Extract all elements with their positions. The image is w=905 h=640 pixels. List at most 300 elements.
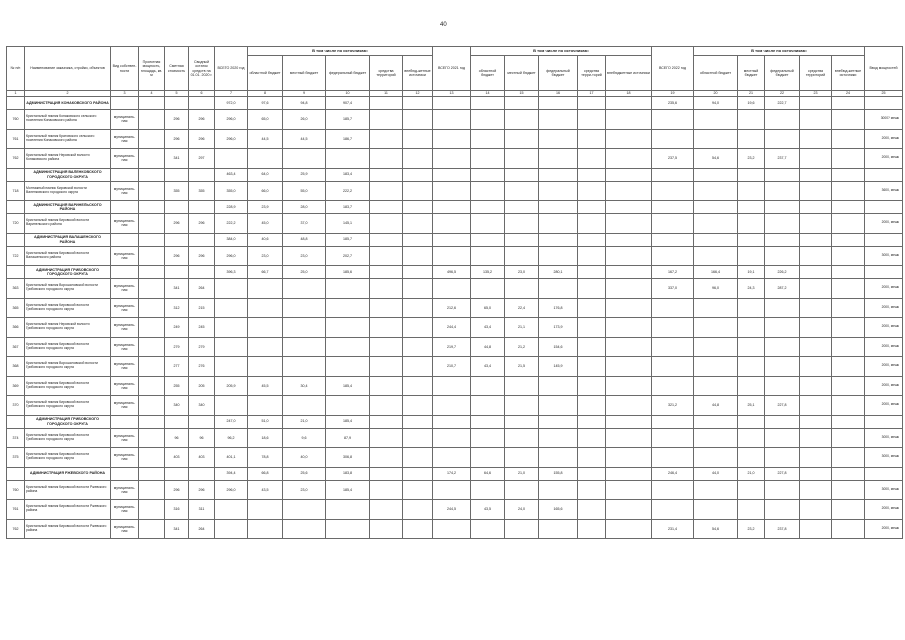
estimate-cell: 296	[165, 246, 189, 266]
amount-cell	[403, 279, 433, 299]
amount-cell	[248, 357, 283, 377]
capacity-cell	[139, 337, 165, 357]
header-local-2022: местный бюджет	[738, 56, 765, 91]
amount-cell	[738, 129, 765, 149]
amount-cell	[800, 467, 832, 480]
amount-cell	[505, 415, 539, 428]
amount-cell: 25,0	[283, 266, 326, 279]
header-group-2022: В том числе по источникам:	[694, 47, 865, 56]
amount-cell	[832, 201, 865, 214]
amount-cell: 43,5	[471, 500, 505, 520]
table-row	[7, 279, 903, 299]
amount-cell	[578, 214, 606, 234]
amount-cell	[403, 214, 433, 234]
amount-cell	[370, 246, 403, 266]
balance-cell: 296	[189, 214, 215, 234]
amount-cell	[539, 168, 578, 181]
amount-cell: 44,0	[694, 467, 738, 480]
row-number-cell: 374	[7, 428, 25, 448]
amount-cell: 185,7	[326, 110, 370, 130]
amount-cell	[578, 467, 606, 480]
object-name-cell: Кристальный пикник Неровской волости Грибовского городского округа	[25, 318, 111, 338]
column-number-cell: 6	[189, 91, 215, 97]
amount-cell: 45,0	[248, 214, 283, 234]
amount-cell: 66,0	[248, 181, 283, 201]
estimate-cell	[165, 415, 189, 428]
amount-cell	[832, 214, 865, 234]
amount-cell	[403, 480, 433, 500]
amount-cell	[370, 181, 403, 201]
estimate-cell: 296	[165, 480, 189, 500]
amount-cell	[283, 337, 326, 357]
table-row	[7, 129, 903, 149]
capacity-input-cell: 3600, мешк	[865, 181, 903, 201]
column-number-cell: 14	[471, 91, 505, 97]
amount-cell: 23,2	[738, 519, 765, 539]
header-regional-2020: областной бюджет	[248, 56, 283, 91]
amount-cell: 145,9	[539, 357, 578, 377]
balance-cell: 296	[189, 246, 215, 266]
amount-cell	[578, 519, 606, 539]
amount-cell	[800, 233, 832, 246]
amount-cell	[471, 149, 505, 169]
amount-cell	[370, 97, 403, 110]
ownership-cell: муниципаль-ная	[111, 149, 139, 169]
amount-cell	[832, 279, 865, 299]
amount-cell	[765, 448, 800, 468]
amount-cell	[832, 318, 865, 338]
amount-cell	[800, 298, 832, 318]
column-number-cell: 2	[25, 91, 111, 97]
amount-cell	[403, 519, 433, 539]
amount-cell	[606, 266, 652, 279]
amount-cell: 202,7	[326, 246, 370, 266]
amount-cell	[433, 129, 471, 149]
row-number-cell: 375	[7, 448, 25, 468]
amount-cell	[832, 266, 865, 279]
amount-cell: 96,0	[694, 279, 738, 299]
header-total-2020: ВСЕГО 2020 год	[215, 47, 248, 91]
amount-cell	[326, 318, 370, 338]
capacity-input-cell	[865, 415, 903, 428]
ownership-cell	[111, 266, 139, 279]
amount-cell	[652, 201, 694, 214]
amount-cell	[652, 415, 694, 428]
amount-cell: 44,8	[694, 396, 738, 416]
capacity-cell	[139, 500, 165, 520]
amount-cell	[652, 376, 694, 396]
amount-cell	[505, 181, 539, 201]
object-name-cell: АДМИНИСТРАЦИЯ КОНАКОВСКОГО РАЙОНА	[25, 97, 111, 110]
column-number-cell: 1	[7, 91, 25, 97]
capacity-cell	[139, 376, 165, 396]
amount-cell	[370, 519, 403, 539]
amount-cell: 296,0	[215, 110, 248, 130]
amount-cell	[765, 337, 800, 357]
estimate-cell	[165, 266, 189, 279]
amount-cell	[539, 415, 578, 428]
amount-cell: 54,6	[694, 149, 738, 169]
amount-cell	[403, 168, 433, 181]
amount-cell	[215, 149, 248, 169]
amount-cell	[326, 500, 370, 520]
header-group-2020: В том числе по источникам:	[248, 47, 433, 56]
capacity-cell	[139, 415, 165, 428]
amount-cell	[832, 415, 865, 428]
amount-cell: 64,6	[471, 467, 505, 480]
amount-cell	[215, 318, 248, 338]
amount-cell	[800, 357, 832, 377]
balance-cell: 340	[189, 396, 215, 416]
amount-cell	[505, 97, 539, 110]
amount-cell	[505, 279, 539, 299]
amount-cell	[370, 396, 403, 416]
capacity-cell	[139, 279, 165, 299]
amount-cell	[471, 233, 505, 246]
capacity-cell	[139, 318, 165, 338]
amount-cell: 185,7	[326, 233, 370, 246]
amount-cell	[403, 448, 433, 468]
amount-cell	[738, 110, 765, 130]
amount-cell	[433, 480, 471, 500]
estimate-cell: 340	[165, 396, 189, 416]
amount-cell	[652, 214, 694, 234]
amount-cell	[215, 500, 248, 520]
amount-cell	[832, 448, 865, 468]
amount-cell	[800, 337, 832, 357]
amount-cell	[326, 279, 370, 299]
amount-cell	[694, 448, 738, 468]
column-number-cell: 16	[539, 91, 578, 97]
amount-cell: 222,7	[765, 97, 800, 110]
capacity-input-cell	[865, 233, 903, 246]
amount-cell	[539, 519, 578, 539]
row-number-cell: 722	[7, 246, 25, 266]
row-number-cell: 363	[7, 279, 25, 299]
amount-cell: 280,1	[539, 266, 578, 279]
capacity-input-cell: 3000, мешк	[865, 428, 903, 448]
column-number-cell: 12	[403, 91, 433, 97]
column-number-cell: 9	[283, 91, 326, 97]
amount-cell	[370, 376, 403, 396]
amount-cell	[578, 129, 606, 149]
admin-row	[7, 201, 903, 214]
balance-cell: 296	[189, 129, 215, 149]
column-number-cell: 21	[738, 91, 765, 97]
amount-cell	[800, 428, 832, 448]
amount-cell	[652, 233, 694, 246]
capacity-cell	[139, 149, 165, 169]
amount-cell	[606, 246, 652, 266]
amount-cell: 154,6	[539, 337, 578, 357]
amount-cell	[832, 500, 865, 520]
amount-cell	[800, 97, 832, 110]
amount-cell: 54,6	[694, 519, 738, 539]
table-row	[7, 357, 903, 377]
amount-cell	[215, 396, 248, 416]
amount-cell	[433, 396, 471, 416]
amount-cell: 227,8	[765, 396, 800, 416]
amount-cell	[370, 500, 403, 520]
amount-cell: 23,0	[248, 246, 283, 266]
amount-cell	[471, 110, 505, 130]
amount-cell	[283, 500, 326, 520]
balance-cell: 311	[189, 500, 215, 520]
admin-row	[7, 97, 903, 110]
ownership-cell	[111, 467, 139, 480]
amount-cell	[539, 129, 578, 149]
row-number-cell	[7, 97, 25, 110]
header-group-2021: В том числе по источникам:	[471, 47, 652, 56]
amount-cell	[248, 519, 283, 539]
table-row	[7, 181, 903, 201]
ownership-cell	[111, 168, 139, 181]
amount-cell	[578, 500, 606, 520]
amount-cell	[433, 519, 471, 539]
amount-cell: 228,9	[215, 201, 248, 214]
amount-cell	[694, 318, 738, 338]
amount-cell	[403, 357, 433, 377]
amount-cell: 165,6	[539, 500, 578, 520]
amount-cell: 96,2	[215, 428, 248, 448]
ownership-cell	[111, 415, 139, 428]
column-number-cell: 24	[832, 91, 865, 97]
amount-cell	[800, 448, 832, 468]
table-row	[7, 337, 903, 357]
amount-cell	[505, 201, 539, 214]
amount-cell	[606, 448, 652, 468]
balance-cell	[189, 415, 215, 428]
amount-cell	[606, 357, 652, 377]
balance-cell: 205	[189, 376, 215, 396]
object-name-cell: Кристальный пикник Кратовского сельского поселения Конаковского района	[25, 129, 111, 149]
amount-cell	[738, 500, 765, 520]
capacity-input-cell: 2000, мешк	[865, 337, 903, 357]
amount-cell: 19,1	[738, 266, 765, 279]
table-row	[7, 298, 903, 318]
object-name-cell: АДМИНИСТРАЦИЯ ВАРИНЕЛЬСКОГО РАЙОНА	[25, 201, 111, 214]
amount-cell	[539, 233, 578, 246]
amount-cell: 44,5	[248, 129, 283, 149]
amount-cell	[505, 129, 539, 149]
balance-cell: 96	[189, 428, 215, 448]
capacity-cell	[139, 201, 165, 214]
amount-cell	[606, 129, 652, 149]
amount-cell	[248, 500, 283, 520]
amount-cell	[606, 396, 652, 416]
amount-cell	[578, 97, 606, 110]
amount-cell	[539, 376, 578, 396]
row-number-cell: 760	[7, 480, 25, 500]
header-capacity-input: Ввод мощностей	[865, 47, 903, 91]
amount-cell	[652, 168, 694, 181]
amount-cell: 21,1	[505, 318, 539, 338]
header-total-2022: ВСЕГО 2022 год	[652, 47, 694, 91]
amount-cell: 18,6	[248, 428, 283, 448]
amount-cell: 167,2	[652, 266, 694, 279]
ownership-cell	[111, 201, 139, 214]
amount-cell	[652, 181, 694, 201]
amount-cell	[471, 519, 505, 539]
amount-cell	[578, 246, 606, 266]
amount-cell	[652, 298, 694, 318]
amount-cell	[606, 201, 652, 214]
amount-cell	[738, 214, 765, 234]
amount-cell	[738, 337, 765, 357]
amount-cell	[471, 480, 505, 500]
estimate-cell: 279	[165, 337, 189, 357]
amount-cell	[578, 266, 606, 279]
amount-cell	[403, 233, 433, 246]
amount-cell	[433, 214, 471, 234]
header-capacity: Проектная мощность, площадь, кв. м	[139, 47, 165, 91]
amount-cell	[471, 415, 505, 428]
balance-cell: 276	[189, 357, 215, 377]
amount-cell	[832, 233, 865, 246]
amount-cell: 48,8	[283, 233, 326, 246]
ownership-cell: муниципаль-ная	[111, 448, 139, 468]
amount-cell	[370, 233, 403, 246]
amount-cell	[578, 376, 606, 396]
amount-cell	[765, 428, 800, 448]
amount-cell	[539, 480, 578, 500]
amount-cell	[433, 201, 471, 214]
amount-cell	[215, 519, 248, 539]
amount-cell	[800, 415, 832, 428]
amount-cell: 28,0	[283, 201, 326, 214]
amount-cell: 227,8	[765, 467, 800, 480]
estimate-cell: 355	[165, 181, 189, 201]
amount-cell	[738, 480, 765, 500]
amount-cell	[248, 396, 283, 416]
amount-cell: 496,5	[433, 266, 471, 279]
amount-cell: 166,4	[694, 266, 738, 279]
amount-cell	[471, 246, 505, 266]
row-number-cell	[7, 233, 25, 246]
amount-cell	[370, 129, 403, 149]
amount-cell: 145,1	[326, 214, 370, 234]
row-number-cell: 761	[7, 129, 25, 149]
amount-cell	[403, 246, 433, 266]
amount-cell	[403, 415, 433, 428]
object-name-cell: Кристальный пикник Кировской волости Варинельского района	[25, 214, 111, 234]
amount-cell	[765, 357, 800, 377]
capacity-cell	[139, 168, 165, 181]
amount-cell	[248, 318, 283, 338]
ownership-cell: муниципаль-ная	[111, 214, 139, 234]
amount-cell: 97,6	[248, 97, 283, 110]
ownership-cell: муниципаль-ная	[111, 246, 139, 266]
capacity-input-cell: 3000? мешк	[865, 110, 903, 130]
capacity-cell	[139, 129, 165, 149]
amount-cell: 401,1	[215, 448, 248, 468]
table-row	[7, 500, 903, 520]
amount-cell	[765, 233, 800, 246]
amount-cell	[505, 448, 539, 468]
table-row	[7, 318, 903, 338]
admin-row	[7, 467, 903, 480]
header-federal-2020: федеральный бюджет	[326, 56, 370, 91]
amount-cell: 183,8	[326, 467, 370, 480]
amount-cell	[283, 357, 326, 377]
amount-cell	[832, 110, 865, 130]
amount-cell: 66,7	[248, 266, 283, 279]
estimate-cell: 277	[165, 357, 189, 377]
object-name-cell: Кристальный пикник Неровской волости Конаковского района	[25, 149, 111, 169]
object-name-cell: Кристальный пикник Кировской волости Грибовского городского округа	[25, 298, 111, 318]
amount-cell	[578, 428, 606, 448]
amount-cell: 64,0	[248, 168, 283, 181]
header-local-2021: местный бюджет	[505, 56, 539, 91]
amount-cell	[505, 233, 539, 246]
amount-cell: 44,5	[283, 129, 326, 149]
admin-row	[7, 415, 903, 428]
header-balance: Сводный остаток средств на 01.01. 2020 г.	[189, 47, 215, 91]
amount-cell	[433, 376, 471, 396]
capacity-input-cell: 2000, мешк	[865, 500, 903, 520]
amount-cell	[652, 428, 694, 448]
row-number-cell: 761	[7, 500, 25, 520]
amount-cell	[606, 500, 652, 520]
amount-cell	[578, 448, 606, 468]
amount-cell	[652, 318, 694, 338]
balance-cell	[189, 201, 215, 214]
amount-cell: 396,3	[215, 266, 248, 279]
amount-cell	[738, 201, 765, 214]
column-number-cell: 13	[433, 91, 471, 97]
amount-cell	[694, 168, 738, 181]
amount-cell: 24,0	[505, 500, 539, 520]
amount-cell	[765, 415, 800, 428]
estimate-cell: 316	[165, 500, 189, 520]
balance-cell: 264	[189, 519, 215, 539]
amount-cell: 19,6	[738, 97, 765, 110]
amount-cell	[283, 279, 326, 299]
amount-cell	[370, 110, 403, 130]
amount-cell: 23,0	[283, 480, 326, 500]
amount-cell	[578, 337, 606, 357]
amount-cell	[738, 428, 765, 448]
amount-cell: 287,2	[765, 279, 800, 299]
amount-cell: 237,5	[652, 149, 694, 169]
table-row	[7, 519, 903, 539]
amount-cell	[765, 246, 800, 266]
amount-cell	[694, 110, 738, 130]
row-number-cell	[7, 266, 25, 279]
amount-cell	[471, 181, 505, 201]
table-row	[7, 110, 903, 130]
amount-cell	[694, 376, 738, 396]
amount-cell	[403, 97, 433, 110]
amount-cell	[215, 337, 248, 357]
amount-cell	[578, 396, 606, 416]
amount-cell	[652, 480, 694, 500]
amount-cell	[606, 337, 652, 357]
amount-cell: 222,2	[326, 181, 370, 201]
amount-cell	[539, 214, 578, 234]
amount-cell	[652, 337, 694, 357]
amount-cell	[505, 480, 539, 500]
amount-cell: 337,0	[652, 279, 694, 299]
amount-cell	[694, 181, 738, 201]
amount-cell	[800, 110, 832, 130]
amount-cell	[738, 246, 765, 266]
row-number-cell	[7, 201, 25, 214]
amount-cell: 972,0	[215, 97, 248, 110]
capacity-cell	[139, 266, 165, 279]
capacity-cell	[139, 448, 165, 468]
ownership-cell: муниципаль-ная	[111, 110, 139, 130]
